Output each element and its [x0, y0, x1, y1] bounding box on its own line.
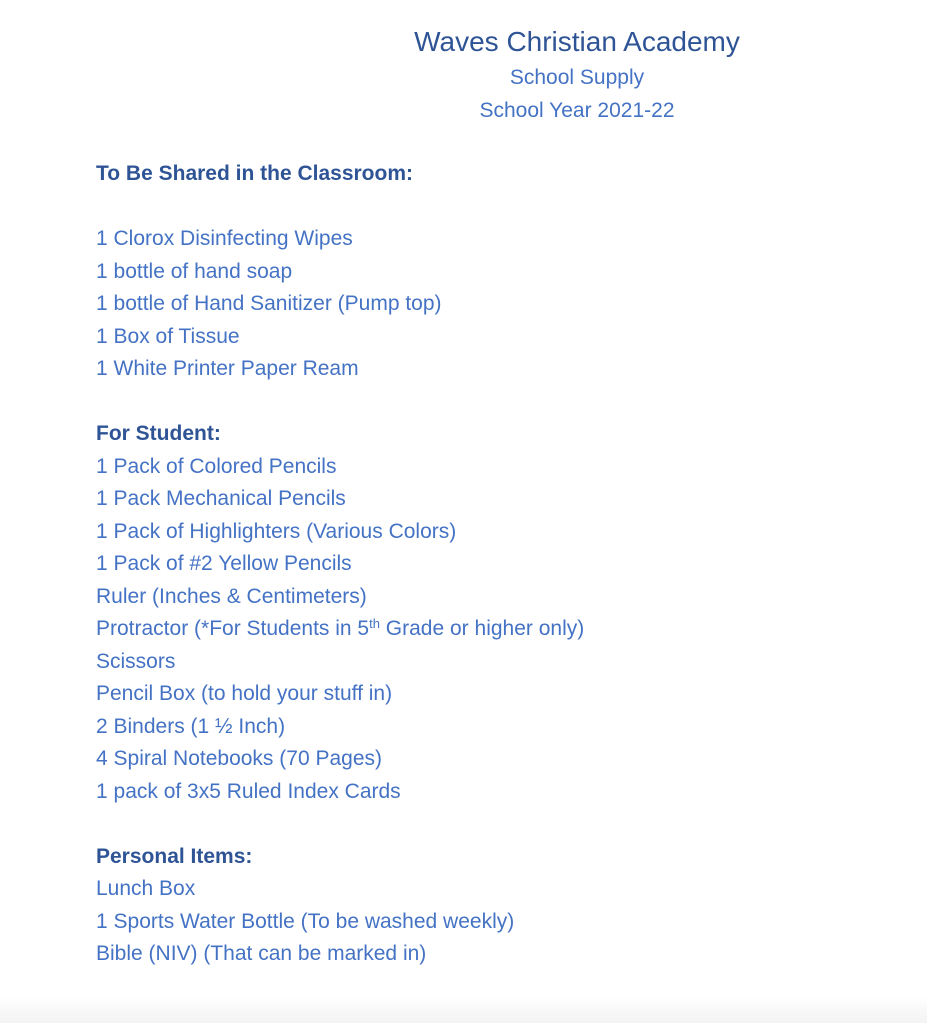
blank-line — [96, 808, 927, 841]
section-heading: To Be Shared in the Classroom: — [96, 162, 413, 185]
list-item: 1 Pack Mechanical Pencils — [96, 487, 346, 510]
blank-line — [96, 191, 927, 224]
list-item: 1 Box of Tissue — [96, 324, 240, 348]
list-item: 1 White Printer Paper Ream — [96, 357, 359, 380]
section-heading: For Student: — [96, 422, 221, 445]
page-bottom-edge — [0, 997, 927, 1023]
list-item: Scissors — [96, 649, 176, 673]
list-item-text: Protractor (*For Students in 5 — [96, 617, 370, 640]
document-header — [97, 22, 927, 127]
list-item: 4 Spiral Notebooks (70 Pages) — [96, 747, 382, 770]
document-title: Waves Christian Academy — [414, 26, 740, 57]
blank-line — [96, 386, 927, 419]
list-item: 2 Binders (1 ½ Inch) — [96, 714, 286, 738]
list-item: Ruler (Inches & Centimeters) — [96, 584, 367, 608]
list-item: Bible (NIV) (That can be marked in) — [96, 942, 427, 965]
list-item: 1 Clorox Disinfecting Wipes — [96, 227, 353, 250]
list-item: 1 pack of 3x5 Ruled Index Cards — [96, 779, 401, 803]
list-item: Pencil Box (to hold your stuff in) — [96, 682, 393, 705]
list-item: 1 Pack of Colored Pencils — [96, 454, 337, 478]
document-subtitle-line2: School Year 2021-22 — [479, 98, 675, 122]
ordinal-superscript: th — [369, 616, 380, 631]
list-item: Lunch Box — [96, 877, 196, 900]
document-subtitle-line1: School Supply — [509, 66, 645, 89]
supply-list — [96, 158, 927, 971]
list-item: 1 bottle of Hand Sanitizer (Pump top) — [96, 292, 442, 315]
list-item-text: Grade or higher only) — [379, 617, 585, 640]
list-item: 1 Pack of #2 Yellow Pencils — [96, 552, 352, 575]
section-heading: Personal Items: — [96, 844, 253, 868]
list-item — [96, 613, 927, 646]
list-item: 1 bottle of hand soap — [96, 259, 293, 283]
list-item: 1 Sports Water Bottle (To be washed weekly) — [96, 909, 515, 933]
list-item: 1 Pack of Highlighters (Various Colors) — [96, 519, 457, 543]
